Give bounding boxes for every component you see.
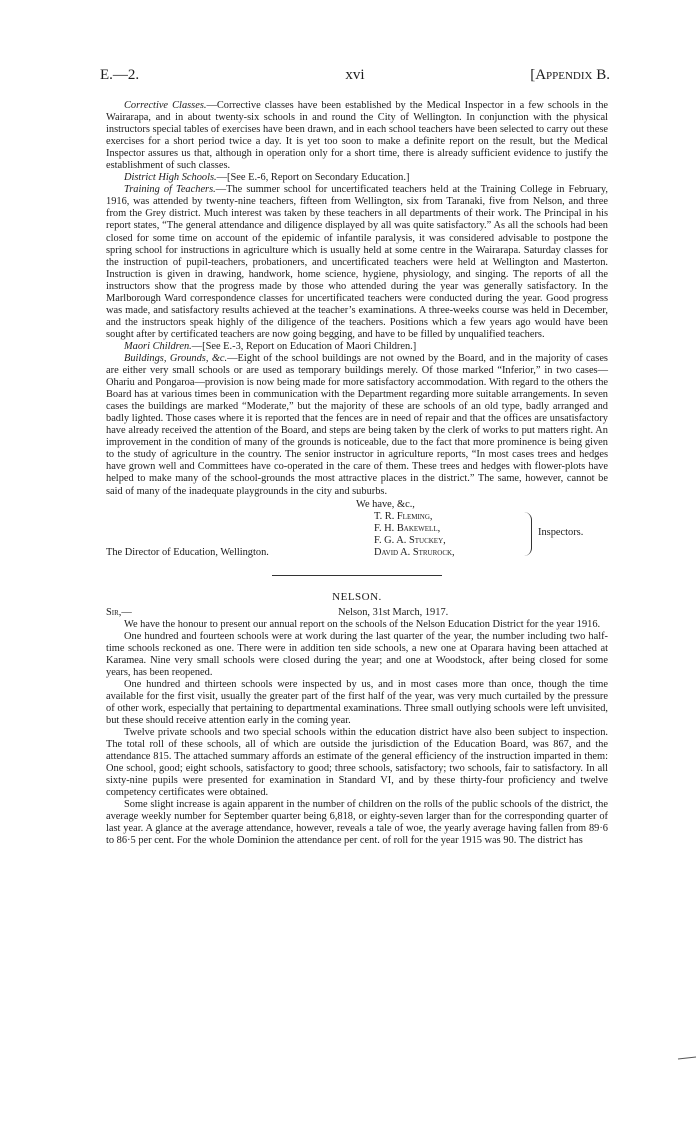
nelson-paragraph: One hundred and fourteen schools were at work during the last quarter of the year, the number including two half-time schools reckoned as one. There were in addition ten side schools, a new one at Oparara having been attached at Karamea. Nine very small schools were closed during the year; and one at Woodstock, after being closed for some years, has been reopened.: [106, 630, 608, 678]
section-divider: [272, 575, 442, 576]
heading-corrective-classes: Corrective Classes.: [124, 100, 207, 111]
report-date: Nelson, 31st March, 1917.: [338, 606, 449, 618]
salutation: Sir,—: [106, 606, 132, 618]
paragraph-buildings-grounds: [106, 353, 608, 498]
nelson-paragraph: Some slight increase is again apparent in the number of children on the rolls of the public schools of the district, the average weekly number for September quarter being 6,818, or eighty-seven larger than for the corresponding quarter of last year. A glance at the average attendance, however, reveals a tale of woe, the yearly average having fallen from 89·6 to 86·5 per cent. For the whole Dominion the attendance per cent. of roll for the year 1915 was 90. The district has: [106, 799, 608, 847]
nelson-paragraph: One hundred and thirteen schools were inspected by us, and in most cases more than once, though the time available for the first visit, usually the greater part of the first half of the year, was very much curtailed by the pressure of other work, especially that pertaining to departmental examinations. Three small outlying schools were left unvisited, but these should receive attention early in the coming year.: [106, 678, 608, 727]
salutation-line: [106, 607, 608, 619]
heading-buildings-grounds: Buildings, Grounds, &c.: [124, 352, 228, 364]
paragraph-training-of-teachers: [106, 184, 608, 341]
inspector-name: T. R. Fleming,: [374, 510, 433, 522]
nelson-paragraph: Twelve private schools and two special schools within the education district have also been subject to inspection. The total roll of these schools, all of which are outside the jurisdiction of the Education Board, was 867, and the attendance 815. The attached summary affords an estimate of the general efficiency of the instruction imparted in them: One school, good; eight schools, satisfactory to good; three schools, satisfactory; two schools, fair to satisfactory. In all sixty-nine pupils were presented for examination in Standard VI, and by these thirty-four proficiency and twelve competency certificates were obtained.: [106, 727, 608, 799]
text-district-high-schools: —[See E.-6, Report on Secondary Education.]: [216, 172, 410, 184]
nelson-paragraph: We have the honour to present our annual report on the schools of the Nelson Education District for the year 1916.: [124, 618, 601, 630]
heading-district-high-schools: District High Schools.: [124, 172, 217, 184]
right-brace: [524, 512, 532, 556]
text-corrective-classes: —Corrective classes have been established by the Medical Inspector in a few schools in the Wairarapa, and in about twenty-six schools in and round the City of Wellington. In conjunction with the physical instructors special tables of exercises have been drawn, and in each school teachers have been selected to carry out these exercises for a short period twice a day. It is yet too soon to make a definite report on the result, but the Medical Inspector assures us that, although in operation only for a short time, there is already sufficient evidence to justify the establishment of such classes.: [106, 100, 609, 172]
paragraph-corrective-classes: [106, 100, 608, 172]
heading-maori-children: Maori Children.: [124, 340, 192, 352]
text-training-of-teachers: —The summer school for uncertificated teachers held at the Training College in February, 1916, was attended by twenty-nine teachers, fifteen from Wellington, six from Taranaki, five from Nelson, and three from the Grey district. Much interest was taken by these teachers in all departments of their work. The Principal in his report states, “The general attendance and diligence displayed by all was quite satisfactory.” As all the schools had been closed for some time on account of the epidemic of infantile paralysis, it was considered advisable to postpone the spring school for instructions in agriculture which is usually held at some centre in the Wairarapa. Saturday classes for the instruction of pupil-teachers, probationers, and uncertificated teachers were held at Wellington and Masterton. Instruction is given in drawing, handwork, home science, hygiene, physiology, and singing. The reports of all the instructors show that the progress made by those who attended during the year was generally satisfactory. In the Marlborough Ward correspondence classes for uncertificated teachers were conducted during the year. Good progress was made, and satisfactory results achieved at the teacher’s examinations. A three-weeks course was held in December, and the instructors speak highly of the diligence of the teachers. Positions which a few years ago would have been sought after by certificated teachers are now going begging, and have to be filled by unqualified teachers.: [106, 184, 608, 340]
text-buildings-grounds: —Eight of the school buildings are not owned by the Board, and in the majority of cases are either very small schools or are used as temporary buildings merely. Of those marked “Inferior,” in two cases—Ohariu and Pongaroa—provision is now being made for more satisfactory accommodation. With regard to the others the Board has at various times been in communication with the Department regarding more suitable arrangements. In seven cases the buildings are marked “Moderate,” but the majority of these are schools of an old type, badly arranged and badly lighted. Those cases where it is reported that the fences are in need of repair and that the offices are unsatisfactory have already received the attention of the Board, and steps are being taken by the clerk of works to put matters right. An improvement in the condition of many of the grounds is noticeable, due to the fact that more prominence is being given to the study of agriculture in the country. The senior instructor in agriculture reports, “In most cases trees and hedges have grown well and Committees have co-operated in the care of them. These trees and hedges with flower-plots have helped to make many of the school-grounds the most attractive places in the district.” The same, however, cannot be said of many of the inadequate playgrounds in the city and suburbs.: [106, 352, 608, 497]
page-number: xvi: [345, 67, 365, 83]
header-reference: E.—2.: [100, 67, 140, 83]
signature-block: [106, 499, 608, 559]
inspector-name: F. H. Bakewell,: [374, 522, 441, 534]
inspector-names: [374, 511, 455, 559]
section-title-nelson: NELSON.: [332, 590, 382, 603]
header-appendix: [Appendix B.: [530, 67, 610, 83]
text-maori-children: —[See E.-3, Report on Education of Maori Children.]: [191, 340, 417, 352]
inspector-name: F. G. A. Stuckey,: [374, 534, 446, 546]
page-header: [100, 67, 610, 87]
paragraph-district-high-schools: [106, 172, 608, 184]
inspector-name: David A. Strurock,: [374, 546, 455, 558]
report-body: [106, 100, 608, 848]
margin-pencil-mark: [677, 1054, 697, 1062]
heading-training-of-teachers: Training of Teachers.: [124, 184, 216, 196]
paragraph-maori-children: [106, 341, 608, 353]
addressee: The Director of Education, Wellington.: [106, 546, 269, 558]
closing-we-have: We have, &c.,: [356, 498, 415, 510]
inspectors-title: Inspectors.: [538, 526, 584, 538]
